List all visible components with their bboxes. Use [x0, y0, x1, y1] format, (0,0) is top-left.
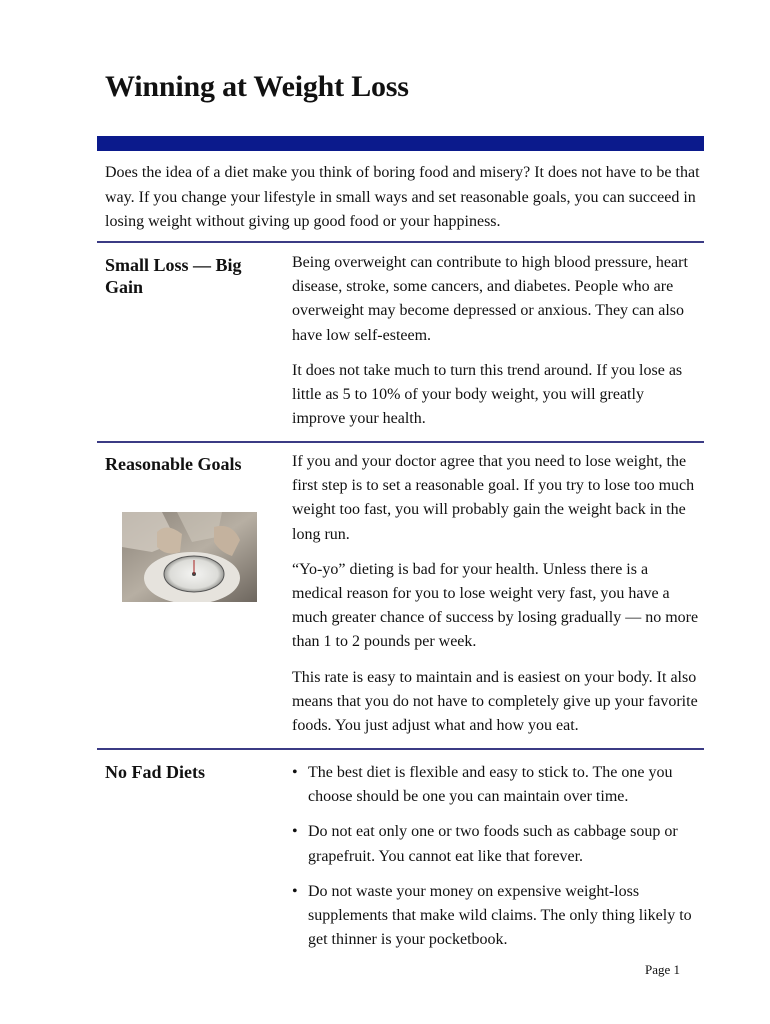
paragraph: Being overweight can contribute to high blood pressure, heart disease, stroke, some cancers, and diabetes. People who are overweight may become depressed or anxious. They can also have low self-esteem.	[292, 254, 688, 344]
bathroom-scale-photo	[122, 512, 257, 602]
scale-photo-graphic	[122, 512, 257, 602]
paragraph: This rate is easy to maintain and is easiest on your body. It also means that you do not have to completely give up your favorite foods. You just adjust what and how you eat.	[292, 668, 698, 735]
section-divider	[97, 748, 704, 750]
section-heading-no-fad-diets: No Fad Diets	[105, 762, 205, 782]
section-body-reasonable-goals	[292, 450, 700, 749]
paragraph: If you and your doctor agree that you need to lose weight, the first step is to set a reasonable goal. If you try to lose too much weight too fast, you will probably gain the weight back in the long run.	[292, 453, 695, 543]
list-item	[292, 880, 700, 953]
section-divider	[97, 241, 704, 243]
list-item-text: The best diet is flexible and easy to stick to. The one you choose should be one you can maintain over time.	[308, 764, 673, 806]
paragraph: It does not take much to turn this trend around. If you lose as little as 5 to 10% of your body weight, you will greatly improve your health.	[292, 361, 683, 428]
list-item	[292, 761, 700, 809]
section-heading-small-loss: Small Loss — Big Gain	[105, 255, 242, 297]
bullet-glyph: •	[292, 764, 298, 781]
section-heading-reasonable-goals: Reasonable Goals	[105, 454, 242, 474]
document-title: Winning at Weight Loss	[105, 70, 409, 103]
list-item-text: Do not eat only one or two foods such as cabbage soup or grapefruit. You cannot eat like that forever.	[308, 823, 678, 865]
title-accent-bar	[97, 136, 704, 151]
section-body-small-loss	[292, 251, 700, 442]
page-number: Page 1	[645, 962, 681, 977]
list-item	[292, 820, 700, 868]
section-divider	[97, 441, 704, 443]
list-item-text: Do not waste your money on expensive weight-loss supplements that make wild claims. The only thing likely to get thinner is your pocketbook.	[308, 882, 692, 949]
bullet-glyph: •	[292, 882, 298, 900]
intro-paragraph: Does the idea of a diet make you think of boring food and misery? It does not have to be that way. If you change your lifestyle in small ways and set reasonable goals, you can succeed in losing weight without giving up good food or your happiness.	[105, 164, 700, 230]
bullet-glyph: •	[292, 823, 298, 841]
section-body-no-fad-diets	[292, 761, 700, 963]
paragraph: “Yo-yo” dieting is bad for your health. Unless there is a medical reason for you to lose weight very fast, you have a much greater chance of success by losing gradually — no more than 1 to 2 pounds per week.	[292, 560, 699, 651]
bullet-list	[292, 761, 700, 952]
